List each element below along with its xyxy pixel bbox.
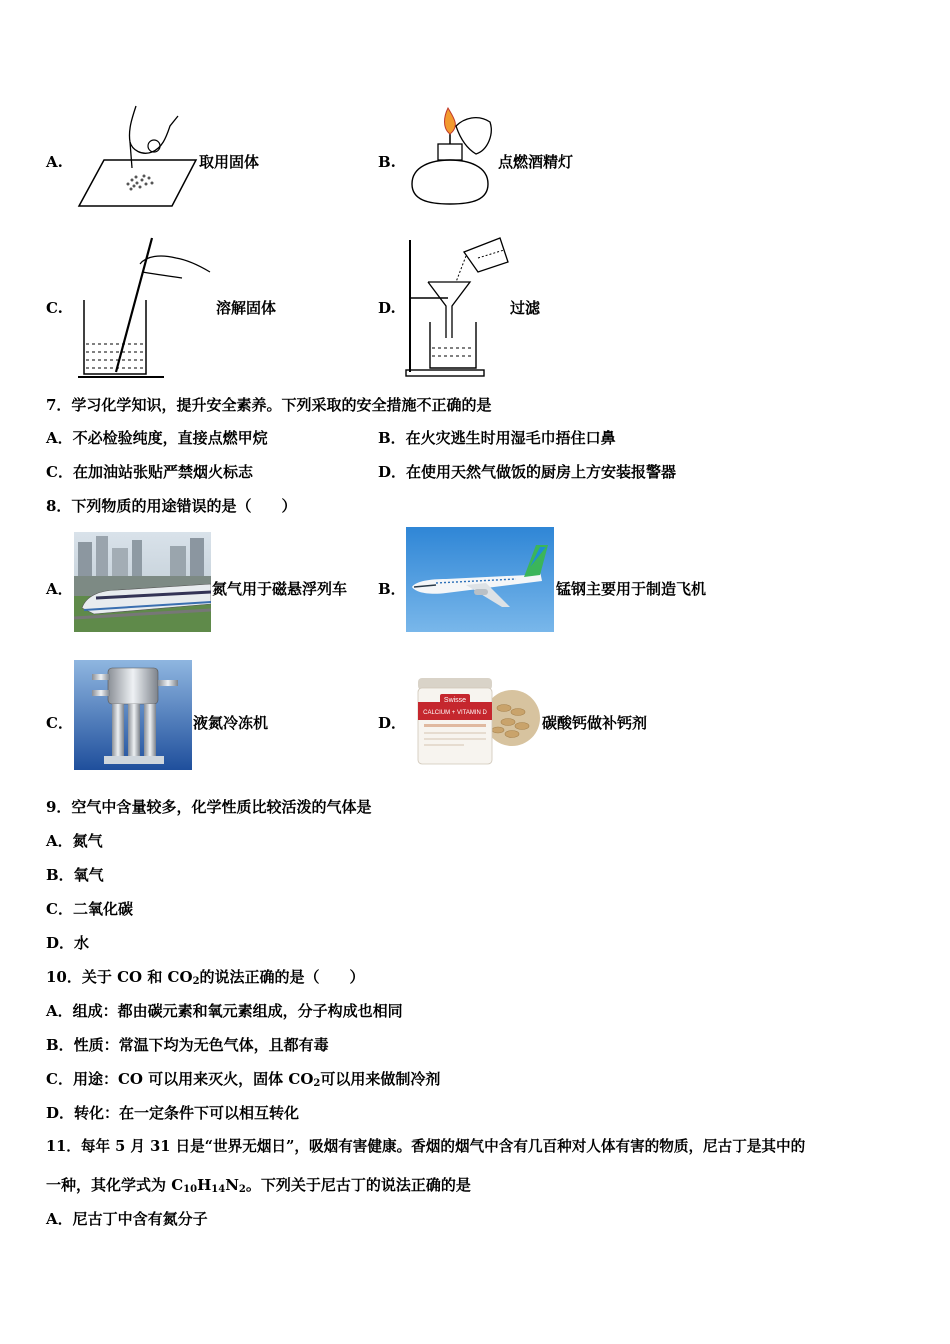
q10-option-c (46, 1069, 440, 1094)
q7-option-b: B．在火灾逃生时用湿毛巾捂住口鼻 (378, 429, 616, 447)
q8-option-c-letter: C． (46, 714, 73, 732)
alcohol-lamp-illustration (402, 104, 500, 208)
q8-option-b-letter: B． (378, 580, 406, 598)
q10-stem-part-a: 10．关于 CO 和 CO (46, 968, 193, 986)
q11-option-a: A．尼古丁中含有氮分子 (46, 1210, 208, 1228)
q10-option-c-part-a: C．用途：CO 可以用来灭火，固体 CO (46, 1070, 314, 1088)
q6-option-d-label: 过滤 (510, 299, 541, 317)
q8-option-c-label: 液氮冷冻机 (193, 714, 269, 732)
q10-option-b: B．性质：常温下均为无色气体，且都有毒 (46, 1036, 329, 1054)
liquid-nitrogen-freezer-photo (74, 660, 192, 770)
calcium-supplement-photo (414, 674, 540, 770)
q10-option-d: D．转化：在一定条件下可以相互转化 (46, 1104, 300, 1122)
q9-option-b: B．氧气 (46, 866, 104, 884)
q6-option-b-label: 点燃酒精灯 (498, 153, 574, 171)
q8-option-d-letter: D． (378, 714, 407, 732)
q8-option-d-label: 碳酸钙做补钙剂 (542, 714, 648, 732)
q10-stem-part-b: 的说法正确的是（ ） (199, 968, 365, 986)
q9-option-a: A．氮气 (46, 832, 103, 850)
q6-option-d-letter: D. (378, 299, 396, 317)
q7-option-c: C．在加油站张贴严禁烟火标志 (46, 463, 253, 481)
q6-option-b-letter: B. (378, 153, 396, 171)
q11-line2-part-d: 。下列关于尼古丁的说法正确的是 (245, 1176, 471, 1194)
q9-option-c: C．二氧化碳 (46, 900, 133, 918)
airplane-photo (406, 527, 554, 632)
q8-option-b-label: 锰钢主要用于制造飞机 (556, 580, 707, 598)
q11-line2-part-a: 一种，其化学式为 C (46, 1176, 184, 1194)
q11-subscript-h: 14 (211, 1184, 226, 1195)
q6-option-a-letter: A. (46, 153, 63, 171)
filtration-illustration (404, 232, 514, 380)
q7-stem: 7．学习化学知识，提升安全素养。下列采取的安全措施不正确的是 (46, 396, 492, 414)
q6-option-a-label: 取用固体 (199, 153, 260, 171)
q9-stem: 9．空气中含量较多，化学性质比较活泼的气体是 (46, 798, 372, 816)
q11-stem-line2 (46, 1175, 471, 1200)
q6-option-c-label: 溶解固体 (216, 299, 277, 317)
take-solid-illustration (74, 98, 199, 210)
q7-option-a: A．不必检验纯度，直接点燃甲烷 (46, 429, 268, 447)
q11-stem-line1: 11．每年 5 月 31 日是“世界无烟日”，吸烟有害健康。香烟的烟气中含有几百种对人体有害的物质，尼古丁是其中的 (46, 1138, 806, 1155)
jar-label-text: CALCIUM + VITAMIN D (423, 710, 487, 716)
q8-stem: 8．下列物质的用途错误的是（ ） (46, 497, 297, 515)
q10-stem (46, 967, 365, 992)
q10-option-c-part-b: 可以用来做制冷剂 (320, 1070, 441, 1088)
q10-option-c-subscript: 2 (313, 1078, 321, 1089)
q8-option-a-label: 氮气用于磁悬浮列车 (212, 580, 348, 598)
q10-option-a: A．组成：都由碳元素和氧元素组成，分子构成也相同 (46, 1002, 403, 1020)
q11-line2-part-b: H (197, 1176, 212, 1194)
q11-subscript-n: 2 (238, 1184, 246, 1195)
jar-brand-text: Swisse (443, 697, 467, 704)
q6-option-c-letter: C. (46, 299, 63, 317)
q9-option-d: D．水 (46, 934, 90, 952)
maglev-train-photo (74, 532, 211, 632)
q8-option-a-letter: A． (46, 580, 73, 598)
q11-subscript-c: 10 (183, 1184, 198, 1195)
dissolve-solid-illustration (76, 234, 214, 380)
q11-line2-part-c: N (225, 1176, 239, 1194)
q10-stem-subscript: 2 (192, 976, 200, 987)
q7-option-d: D．在使用天然气做饭的厨房上方安装报警器 (378, 463, 677, 481)
